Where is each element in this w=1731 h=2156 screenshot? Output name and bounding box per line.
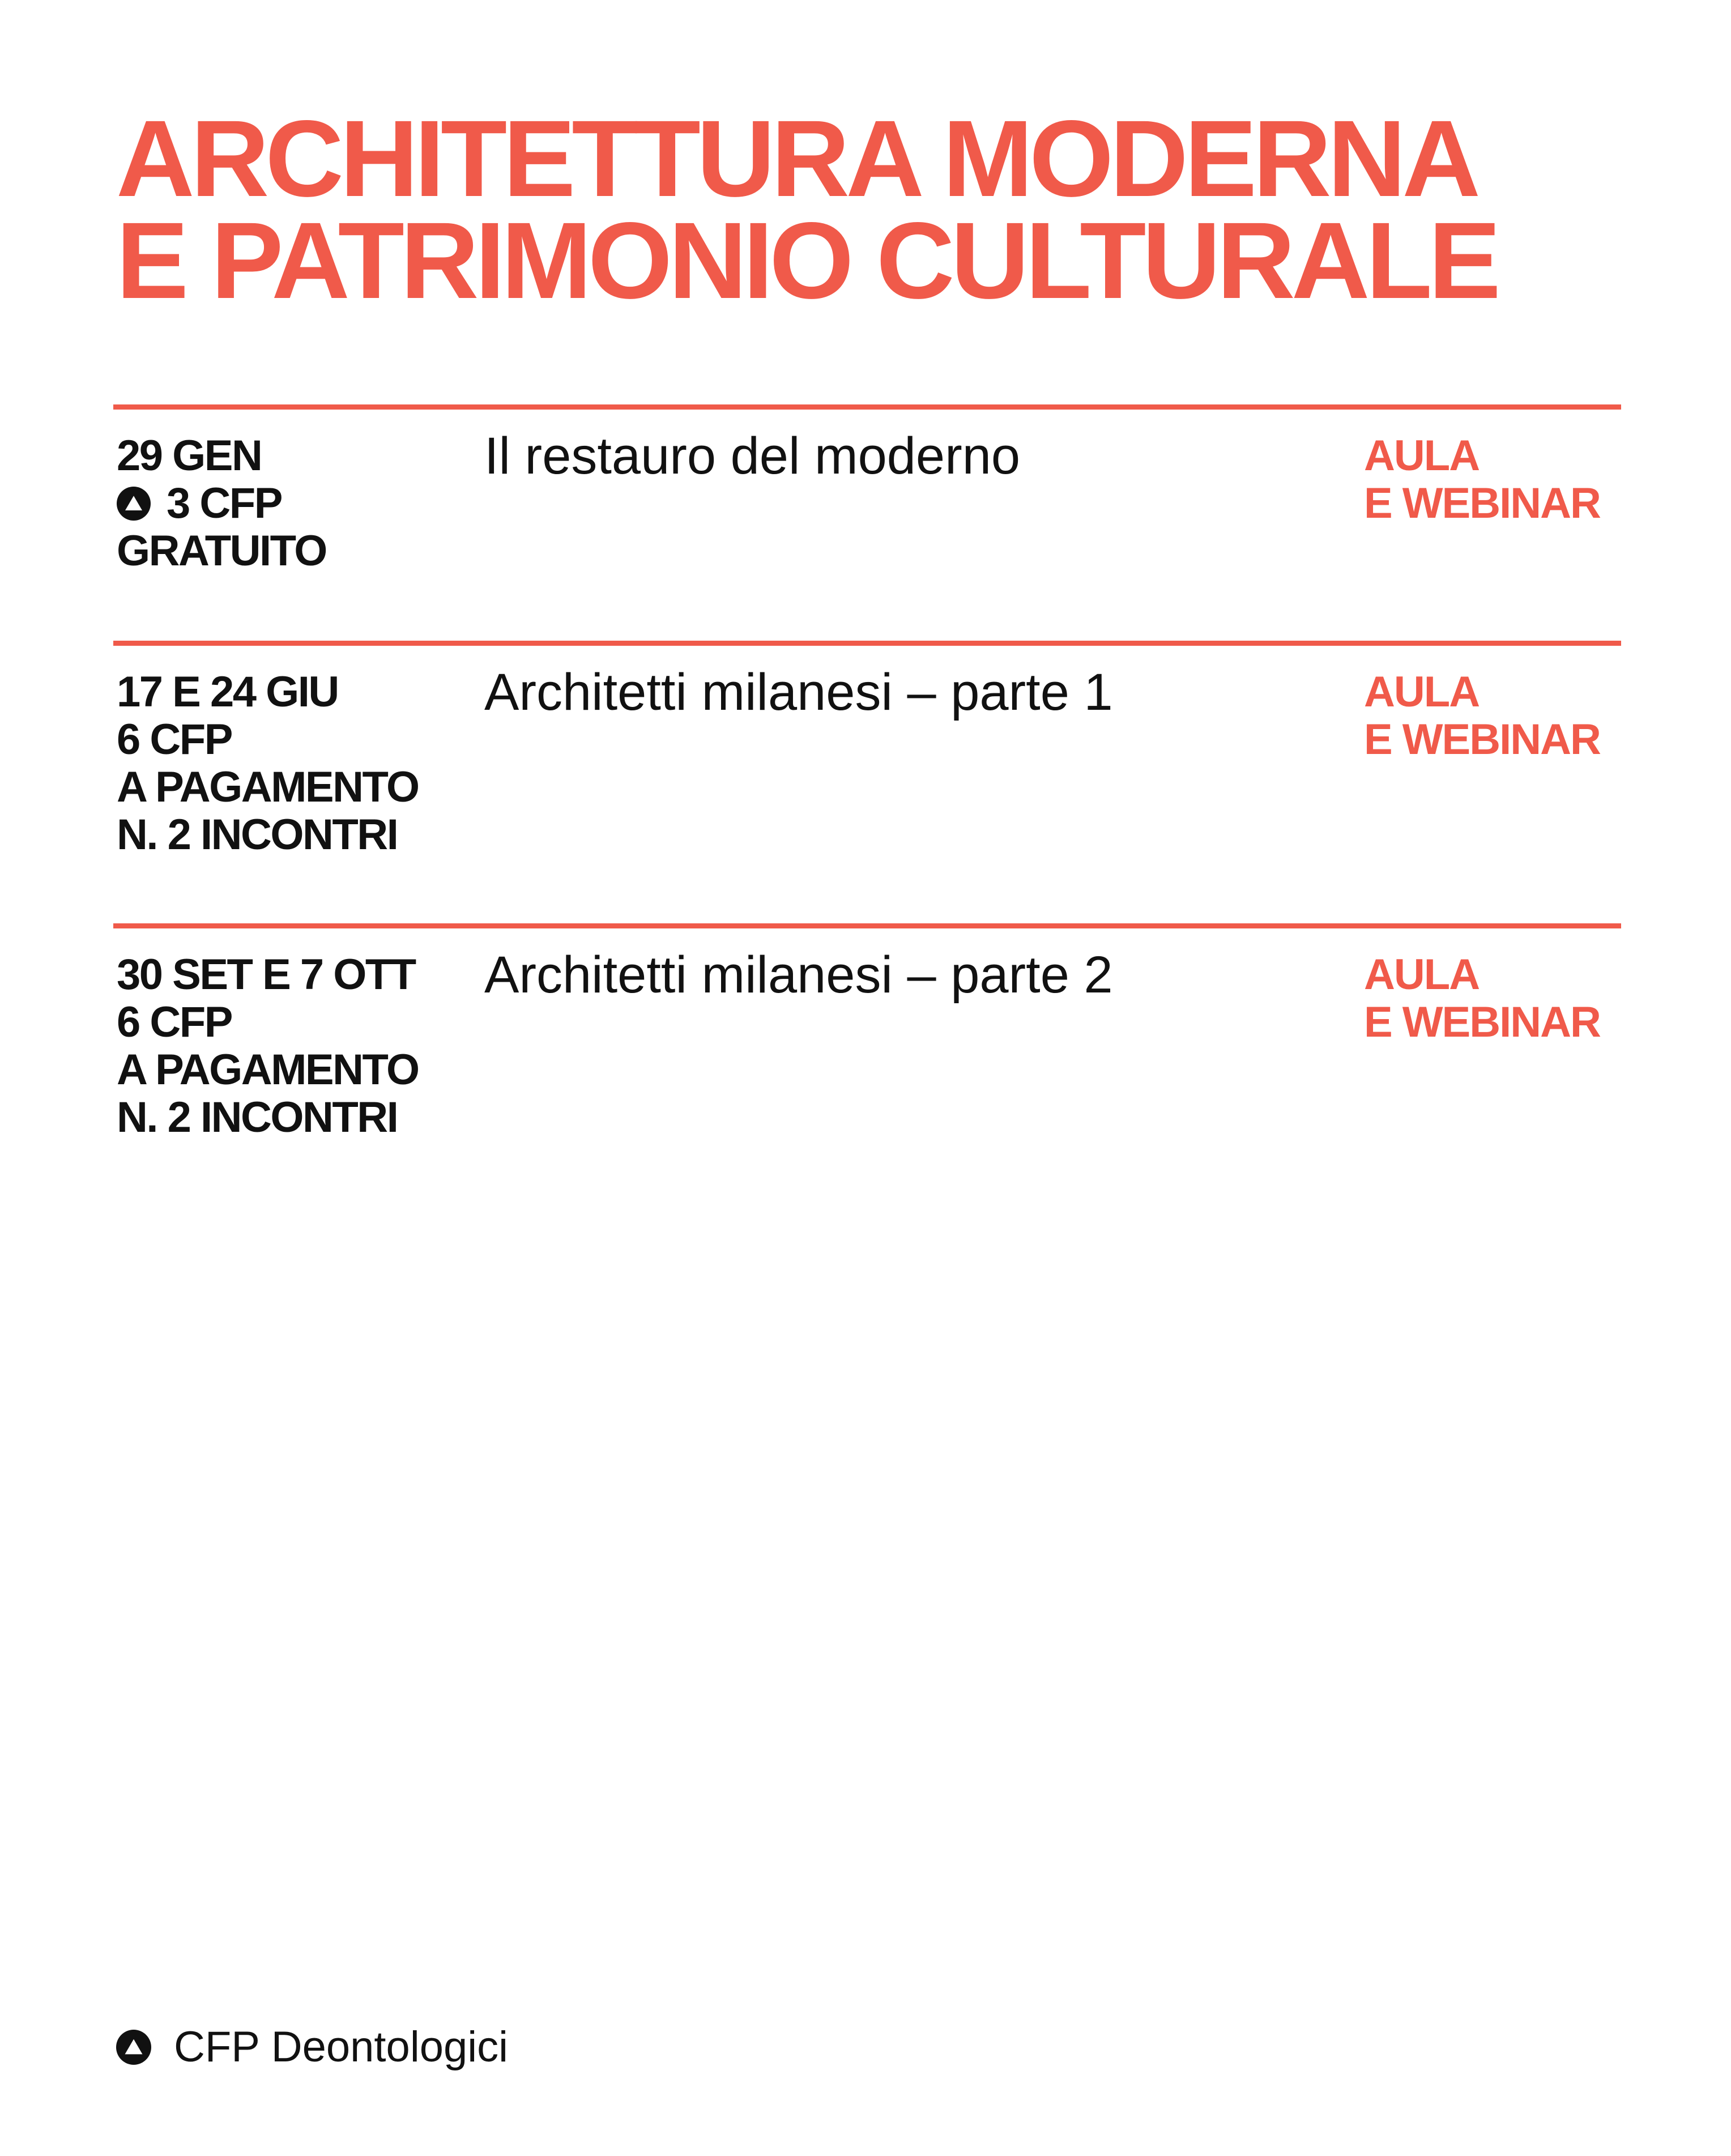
event-title: Architetti milanesi – parte 1 [484, 663, 1113, 721]
page-title [116, 97, 1645, 321]
event-cfp: 6 CFP [117, 998, 232, 1046]
event-title: Architetti milanesi – parte 2 [484, 946, 1113, 1004]
title-line-1: ARCHITETTURA MODERNA [116, 97, 1477, 219]
event-mode [1364, 432, 1600, 527]
event-cfp [117, 480, 479, 527]
event-mode [1364, 951, 1600, 1046]
event-meta [117, 951, 479, 1141]
deontological-triangle-icon [116, 2030, 151, 2065]
event-mode [1364, 668, 1600, 764]
legend-label: CFP Deontologici [174, 2023, 509, 2071]
event-meta [117, 668, 479, 859]
event-mode-line-2: E WEBINAR [1364, 479, 1600, 527]
event-price: GRATUITO [117, 527, 326, 575]
event-price: A PAGAMENTO [117, 1046, 419, 1094]
event-mode-line-2: E WEBINAR [1364, 715, 1600, 764]
event-price: A PAGAMENTO [117, 763, 419, 811]
event-mode-line-2: E WEBINAR [1364, 998, 1600, 1046]
event-date: 17 E 24 GIU [117, 668, 338, 716]
event-mode-line-1: AULA [1364, 668, 1480, 716]
event-cfp-label: 3 CFP [167, 479, 282, 527]
deontological-triangle-icon [117, 487, 151, 521]
event-cfp: 6 CFP [117, 715, 232, 764]
event-row [113, 923, 1621, 1141]
event-mode-line-1: AULA [1364, 432, 1480, 480]
title-line-2: E PATRIMONIO CULTURALE [116, 199, 1497, 321]
event-mode-line-1: AULA [1364, 951, 1480, 999]
event-date: 29 GEN [117, 432, 262, 480]
event-date: 30 SET E 7 OTT [117, 951, 415, 999]
event-sessions: N. 2 INCONTRI [117, 1093, 398, 1141]
event-title: Il restauro del moderno [484, 427, 1021, 485]
event-row [113, 641, 1621, 859]
cfp-legend [116, 2023, 508, 2071]
event-row [113, 404, 1621, 575]
event-meta [117, 432, 479, 575]
event-sessions: N. 2 INCONTRI [117, 811, 398, 859]
